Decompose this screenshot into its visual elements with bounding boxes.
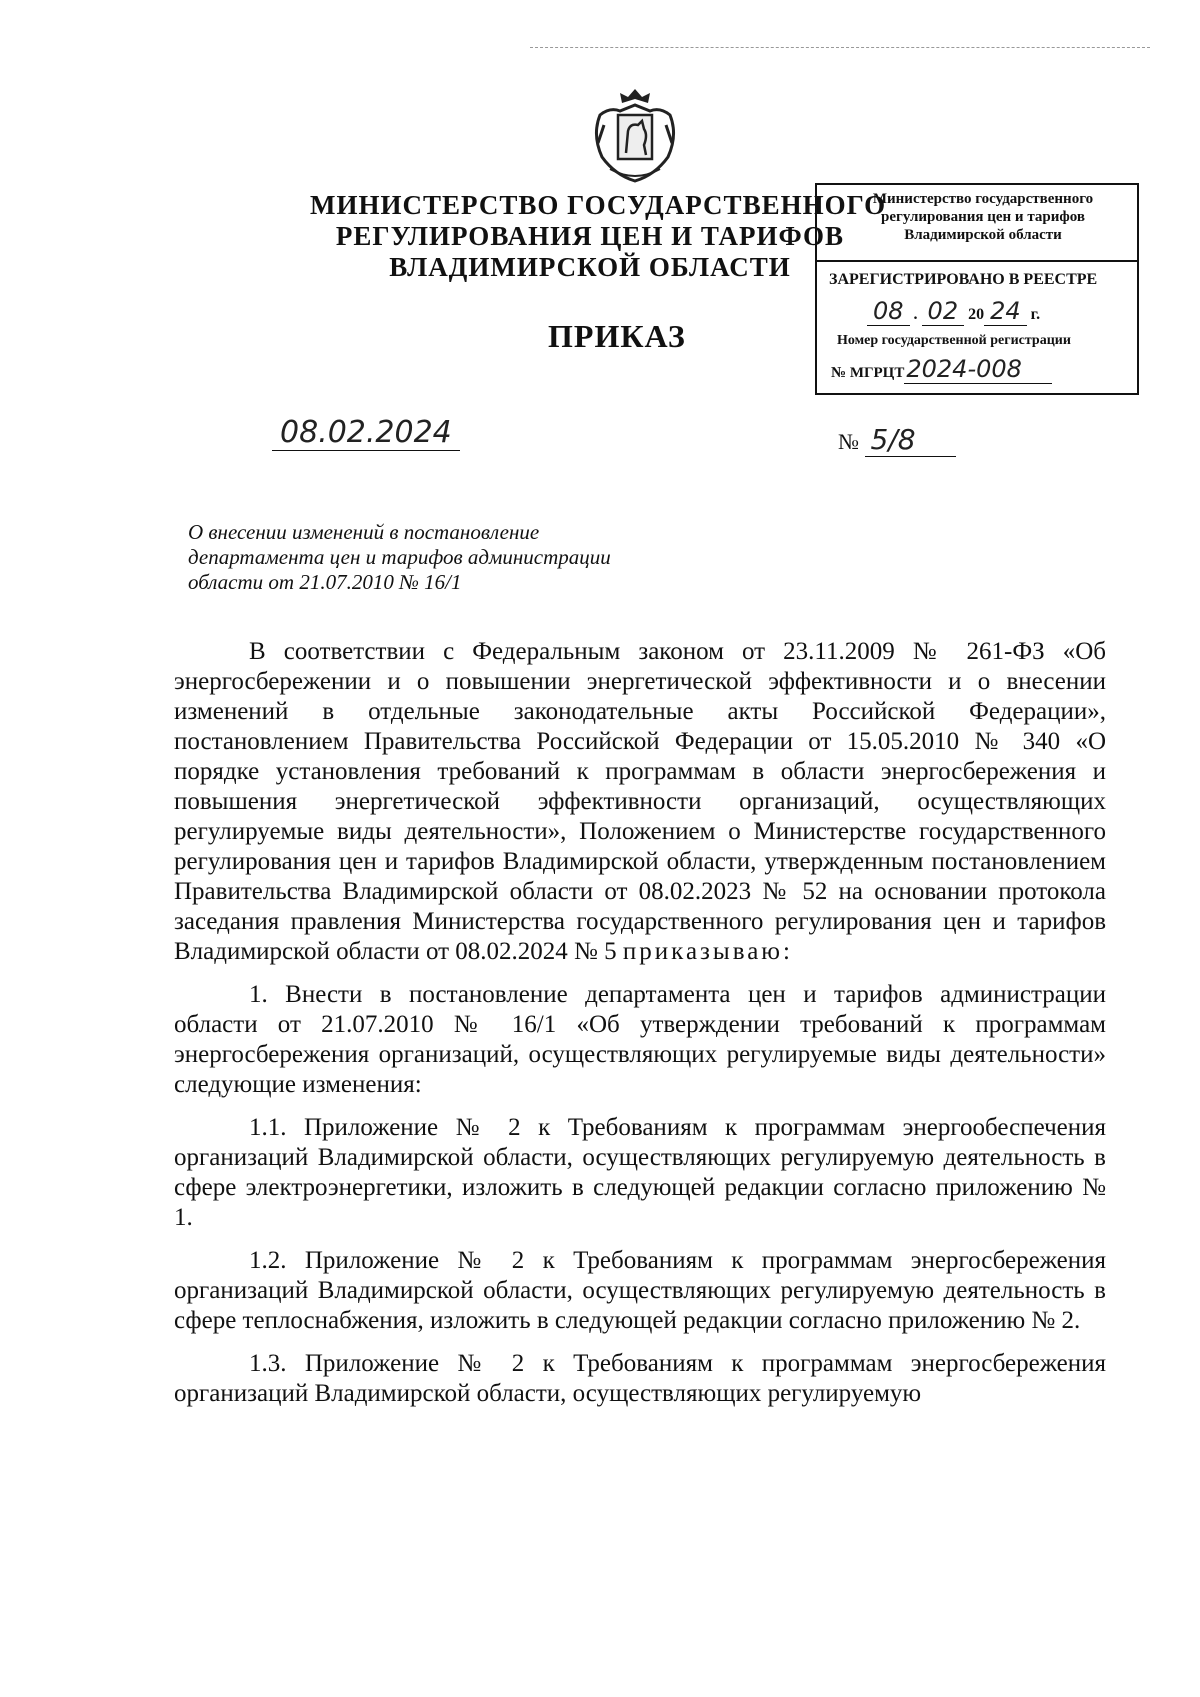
order-date: 08.02.2024 [272,415,460,451]
body-paragraph-1-1: 1.1. Приложение № 2 к Требованиям к программам энергообеспечения организаций Владимирской области, осуществляющих регулируемую деятельность в сфере электроэнергетики, изложить в следующей редакции согласно приложению № 1. [174,1114,1106,1231]
subject-line-1: О внесении изменений в постановление [188,520,540,544]
order-number [838,423,956,456]
order-subject [188,520,708,595]
body-paragraph-1-2: 1.2. Приложение № 2 к Требованиям к программам энергосбережения организаций Владимирской области, осуществляющих регулируемую деятельность в сфере теплоснабжения, изложить в следующей редакции согласно приложению № 2. [174,1247,1106,1334]
stamp-org-line-3: Владимирской области [904,227,1062,243]
ministry-heading-line-1: МИНИСТЕРСТВО ГОСУДАРСТВЕННОГО [310,190,887,220]
subject-line-2: департамента цен и тарифов администрации [188,545,611,569]
stamp-year-unit: г. [1030,306,1041,323]
scan-artifact-line [530,47,1150,48]
stamp-day: 08 [867,297,910,326]
ministry-heading-line-2: РЕГУЛИРОВАНИЯ ЦЕН И ТАРИФОВ [335,221,845,251]
subject-line-3: области от 21.07.2010 № 16/1 [188,570,462,594]
order-number-label: № [838,429,859,454]
stamp-registration-number-label: Номер государственной регистрации [837,333,1071,348]
coat-of-arms-icon [590,85,680,185]
stamp-registered-label: ЗАРЕГИСТРИРОВАНО В РЕЕСТРЕ [829,271,1098,288]
body-paragraph-1: 1. Внести в постановление департамента цен и тарифов администрации области от 21.07.2010 № 16/1 «Об утверждении требований к программам энергосбережения организаций, осуществляющих регулируемые виды деятельности» следующие изменения: [174,981,1106,1098]
stamp-registration-number [831,355,1052,383]
stamp-divider [817,260,1137,262]
stamp-month: 02 [922,297,965,326]
stamp-org-line-2: регулирования цен и тарифов [881,209,1085,225]
ministry-heading [310,190,887,283]
orders-word: приказываю: [622,938,793,965]
stamp-date: 08 . 02 20 24 г. [867,297,1040,325]
stamp-year-prefix: 20 [968,306,985,323]
stamp-num-value: 2024-008 [904,355,1052,384]
document-body [174,637,1106,1422]
ministry-heading-line-3: ВЛАДИМИРСКОЙ ОБЛАСТИ [389,252,791,282]
stamp-organization [833,190,1133,244]
order-number-value: 5/8 [865,423,956,457]
document-title: ПРИКАЗ [548,318,686,354]
stamp-num-label: № МГРЦТ [831,365,905,381]
body-paragraph-preamble [174,637,1106,967]
body-paragraph-1-3: 1.3. Приложение № 2 к Требованиям к программам энергосбережения организаций Владимирской области, осуществляющих регулируемую [174,1350,1106,1407]
preamble-text: В соответствии с Федеральным законом от 23.11.2009 № 261-ФЗ «Об энергосбережении и о повышении энергетической эффективности и о внесении изменений в отдельные законодательные акты Российской Федерации», постановлением Правительства Российской Федерации от 15.05.2010 № 340 «О порядке установления требований к программам в области энергосбережения и повышения энергетической эффективности организаций, осуществляющих регулируемые виды деятельности», Положением о Министерстве государственного регулирования цен и тарифов Владимирской области, утвержденным постановлением Правительства Владимирской области от 08.02.2023 № 52 на основании протокола заседания правления Министерства государственного регулирования цен и тарифов Владимирской области от 08.02.2024 № 5 [174,638,1106,965]
registration-stamp [815,183,1139,395]
stamp-year-suffix: 24 [984,297,1027,326]
stamp-org-line-1: Министерство государственного [872,191,1094,207]
